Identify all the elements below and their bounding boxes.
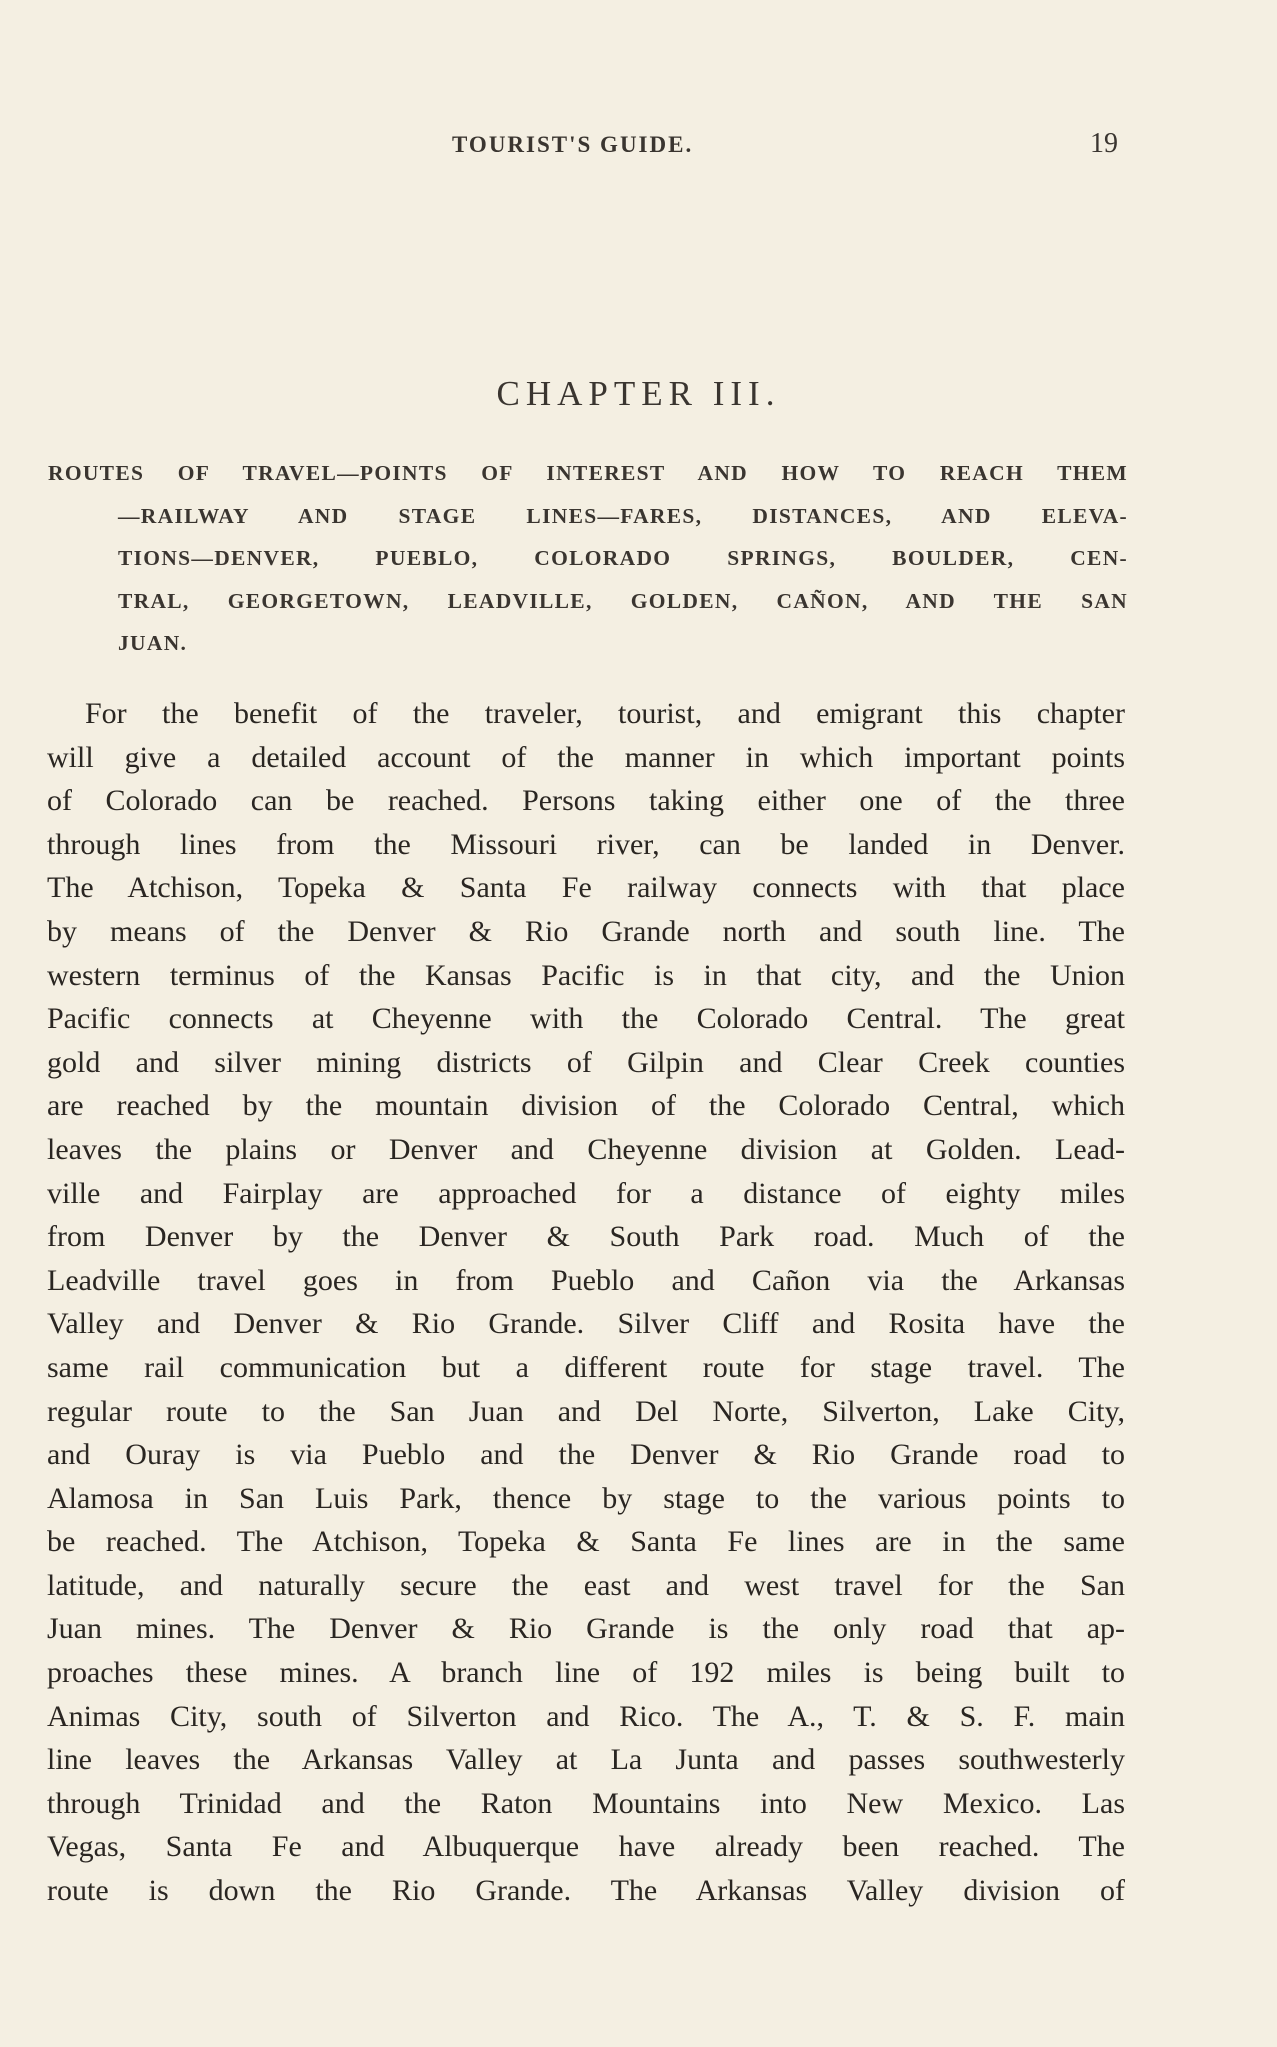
text-line: be reached. The Atchison, Topeka & Santa Fe lines are in the same [47,1525,1125,1559]
text-line: gold and silver mining districts of Gilpin and Clear Creek counties [47,1045,1125,1079]
text-line: The Atchison, Topeka & Santa Fe railway connects with that place [47,871,1125,905]
synopsis-line: TRAL, GEORGETOWN, LEADVILLE, GOLDEN, CAÑON, AND THE SAN [118,588,1128,613]
text-line: Pacific connects at Cheyenne with the Colorado Central. The great [47,1002,1125,1036]
text-line: Alamosa in San Luis Park, thence by stage to the various points to [47,1481,1125,1515]
text-line: western terminus of the Kansas Pacific is in that city, and the Union [47,958,1125,992]
text-line: by means of the Denver & Rio Grande north and south line. The [47,914,1125,948]
text-line: Valley and Denver & Rio Grande. Silver Cliff and Rosita have the [47,1307,1125,1341]
text-line: same rail communication but a different route for stage travel. The [47,1350,1125,1384]
text-line: of Colorado can be reached. Persons taking either one of the three [47,784,1125,818]
text-line: leaves the plains or Denver and Cheyenne division at Golden. Lead- [47,1132,1125,1166]
synopsis-line: TIONS—DENVER, PUEBLO, COLORADO SPRINGS, BOULDER, CEN- [118,546,1128,570]
text-line: from Denver by the Denver & South Park road. Much of the [47,1220,1125,1254]
text-line: Vegas, Santa Fe and Albuquerque have already been reached. The [47,1830,1125,1864]
page-number: 19 [1090,128,1118,159]
text-line: through lines from the Missouri river, can be landed in Denver. [47,827,1125,861]
text-line: will give a detailed account of the manner in which important points [47,740,1125,774]
text-line: and Ouray is via Pueblo and the Denver & Rio Grande road to [47,1438,1125,1472]
running-title: TOURIST'S GUIDE. [452,132,694,157]
text-line: For the benefit of the traveler, tourist, and emigrant this chapter [85,697,1125,730]
text-line: are reached by the mountain division of the Colorado Central, which [47,1089,1125,1123]
text-line: Animas City, south of Silverton and Rico. The A., T. & S. F. main [47,1699,1125,1733]
text-line: through Trinidad and the Raton Mountains into New Mexico. Las [47,1786,1125,1820]
text-line: latitude, and naturally secure the east and west travel for the San [47,1568,1125,1602]
synopsis-line: —RAILWAY AND STAGE LINES—FARES, DISTANCES, AND ELEVA- [118,503,1128,528]
synopsis-line: JUAN. [118,631,188,655]
chapter-title: CHAPTER III. [496,374,781,413]
synopsis-line: ROUTES OF TRAVEL—POINTS OF INTEREST AND HOW TO REACH THEM [48,461,1128,485]
chapter-synopsis [48,452,1128,665]
text-line: Juan mines. The Denver & Rio Grande is the only road that ap- [47,1612,1125,1646]
text-line: proaches these mines. A branch line of 192 miles is being built to [47,1656,1125,1690]
text-line: route is down the Rio Grande. The Arkansas Valley division of [47,1874,1125,1908]
text-line: Leadville travel goes in from Pueblo and Cañon via the Arkansas [47,1263,1125,1297]
text-line: regular route to the San Juan and Del Norte, Silverton, Lake City, [47,1394,1125,1428]
text-line: line leaves the Arkansas Valley at La Junta and passes southwesterly [47,1743,1125,1777]
text-line: ville and Fairplay are approached for a distance of eighty miles [47,1176,1125,1210]
body-paragraph [47,692,1125,1913]
